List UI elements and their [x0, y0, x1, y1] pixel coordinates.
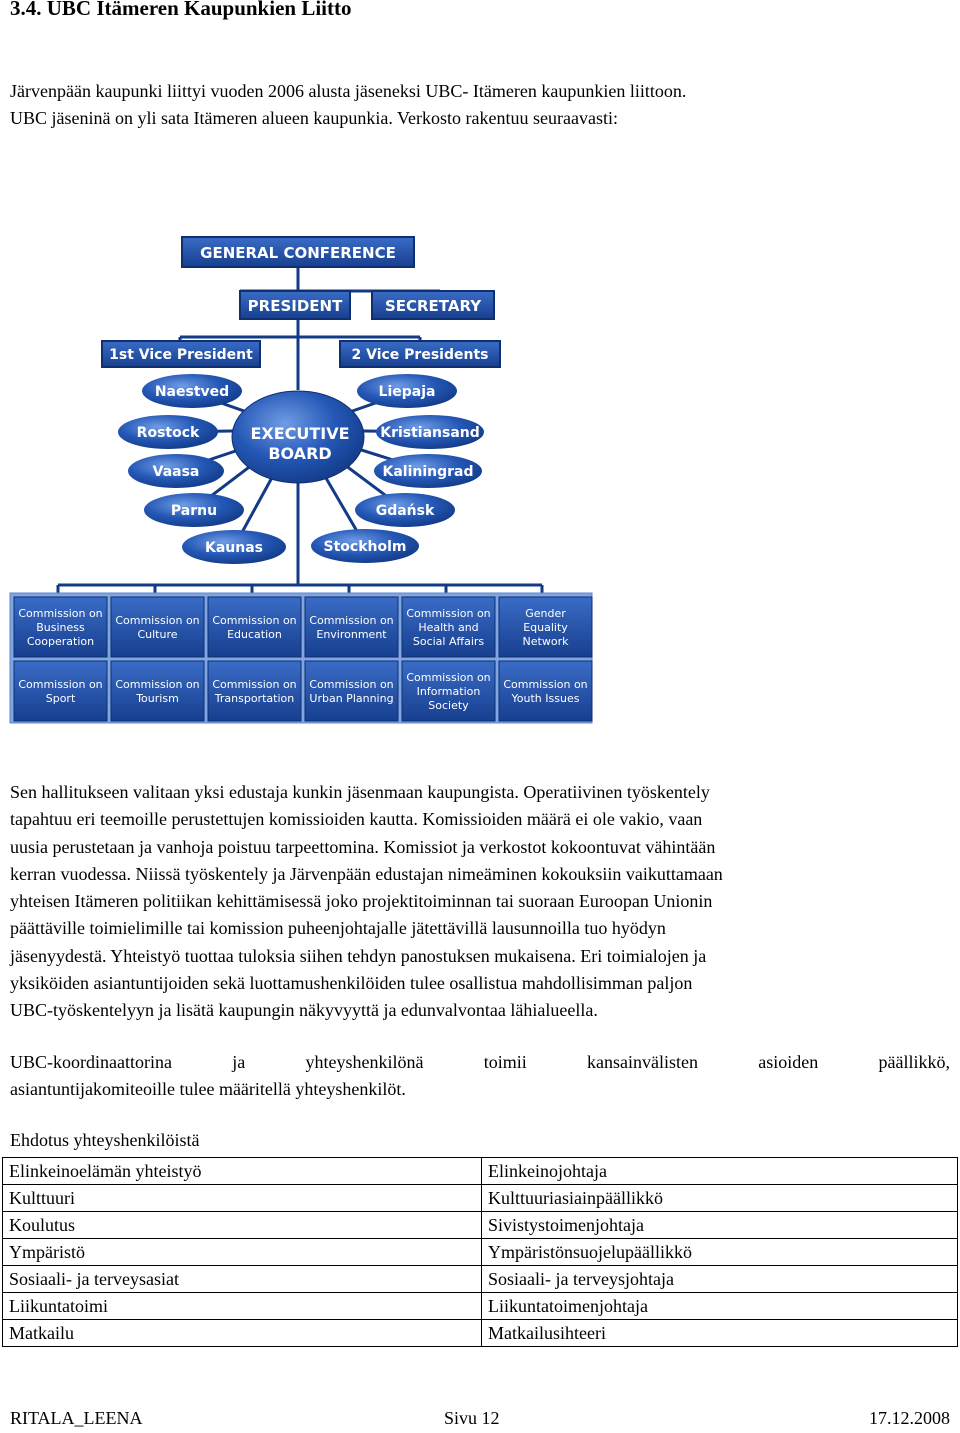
coordinator-paragraph — [10, 1049, 950, 1103]
contact-cell: Ympäristönsuojelupäällikkö — [482, 1239, 958, 1266]
city-node-vaasa — [128, 454, 224, 488]
city-label: Kaliningrad — [382, 464, 474, 480]
commission-label: Commission on — [309, 678, 394, 691]
intro-line: UBC jäseninä on yli sata Itämeren alueen kaupunkia. Verkosto rakentuu seuraavasti: — [10, 108, 618, 128]
commission-label: Commission on — [406, 671, 491, 684]
vice-president-1-box — [102, 341, 260, 367]
city-node-liepaja — [357, 374, 457, 408]
intro-line: Järvenpään kaupunki liittyi vuoden 2006 alusta jäseneksi UBC- Itämeren kaupunkien liittoon. — [10, 81, 687, 101]
city-node-kristiansand — [376, 415, 484, 449]
commission-label: Social Affairs — [412, 635, 485, 648]
contacts-table — [2, 1157, 958, 1347]
table-row — [3, 1212, 958, 1239]
commission-label: Cooperation — [26, 635, 95, 648]
table-row — [3, 1293, 958, 1320]
commission-label: Culture — [137, 628, 178, 641]
area-cell: Kulttuuri — [3, 1185, 482, 1212]
body-line: yhteisen Itämeren politiikan kehittämisessä joko projektitoiminnan tai suoraan Euroopan Unionin — [10, 891, 713, 912]
vice-presidents-2-label: 2 Vice Presidents — [351, 347, 489, 363]
commission-box — [111, 597, 204, 657]
section-heading: 3.4. UBC Itämeren Kaupunkien Liitto — [10, 0, 352, 20]
commission-label: Information — [416, 685, 481, 698]
commission-box — [111, 661, 204, 721]
commission-label: Commission on — [212, 678, 297, 691]
area-cell: Elinkeinoelämän yhteistyö — [3, 1158, 482, 1185]
commission-label: Youth Issues — [511, 692, 580, 705]
commission-box — [14, 597, 107, 657]
commission-label: Commission on — [503, 678, 588, 691]
commission-label: Transportation — [214, 692, 295, 705]
contact-cell: Elinkeinojohtaja — [482, 1158, 958, 1185]
body-line: tapahtuu eri teemoille perustettujen komissioiden kautta. Komissioiden määrä ei ole vakio, vaan — [10, 809, 703, 830]
body-line: jäsenyydestä. Yhteistyö tuottaa tuloksia siihen tehdyn panostuksen mukaisena. Eri toimialojen ja — [10, 945, 707, 966]
commission-box — [305, 661, 398, 721]
ubc-organisation-diagram — [0, 225, 600, 725]
city-node-rostock — [118, 415, 218, 449]
city-label: Stockholm — [323, 539, 407, 555]
footer-date: 17.12.2008 — [869, 1408, 950, 1428]
city-label: Liepaja — [378, 384, 436, 400]
commission-label: Business — [36, 621, 85, 634]
coordinator-line: UBC-koordinaattorina ja yhteyshenkilönä toimii kansainvälisten asioiden päällikkö, — [10, 1052, 950, 1072]
body-line: UBC-työskentelyyn ja lisätä kaupungin näkyvyyttä ja edunvalvontaa lähialueella. — [10, 1000, 598, 1021]
city-label: Vaasa — [152, 464, 200, 480]
executive-board-label-1: EXECUTIVE — [250, 424, 350, 443]
contact-cell: Sosiaali- ja terveysjohtaja — [482, 1266, 958, 1293]
table-row — [3, 1320, 958, 1347]
commission-label: Sport — [45, 692, 76, 705]
city-label: Naestved — [154, 384, 230, 400]
city-node-stockholm — [311, 529, 419, 563]
table-row — [3, 1158, 958, 1185]
body-line: uusia perustetaan ja vanhoja poistuu tarpeettomina. Komissiot ja verkostot kokoontuvat vähintään — [10, 836, 716, 857]
secretary-label: SECRETARY — [384, 297, 482, 315]
commission-label: Tourism — [136, 692, 179, 705]
commission-box — [499, 661, 592, 721]
commission-box — [499, 597, 592, 657]
commission-label: Gender — [525, 607, 566, 620]
vice-presidents-2-box — [340, 341, 500, 367]
area-cell: Sosiaali- ja terveysasiat — [3, 1266, 482, 1293]
commission-box — [305, 597, 398, 657]
commission-label: Commission on — [212, 614, 297, 627]
commission-box — [402, 597, 495, 657]
commission-label: Commission on — [309, 614, 394, 627]
city-label: Rostock — [136, 425, 200, 441]
footer-author: RITALA_LEENA — [10, 1408, 143, 1428]
contact-cell: Liikuntatoimenjohtaja — [482, 1293, 958, 1320]
commission-label: Network — [522, 635, 569, 648]
city-label: Kaunas — [204, 540, 264, 556]
general-conference-label: GENERAL CONFERENCE — [200, 244, 396, 262]
intro-paragraph — [10, 78, 950, 132]
area-cell: Koulutus — [3, 1212, 482, 1239]
commission-label: Commission on — [115, 678, 200, 691]
table-row — [3, 1239, 958, 1266]
page-footer — [10, 1408, 950, 1429]
vice-president-1-label: 1st Vice President — [109, 347, 253, 363]
commission-box — [14, 661, 107, 721]
area-cell: Liikuntatoimi — [3, 1293, 482, 1320]
general-conference-box — [182, 237, 414, 267]
area-cell: Ympäristö — [3, 1239, 482, 1266]
executive-board-label-2: BOARD — [268, 444, 332, 463]
coordinator-line: asiantuntijakomiteoille tulee määritellä yhteyshenkilöt. — [10, 1079, 406, 1099]
contact-cell: Sivistystoimenjohtaja — [482, 1212, 958, 1239]
commission-box — [208, 661, 301, 721]
contact-cell: Matkailusihteeri — [482, 1320, 958, 1347]
city-label: Gdańsk — [375, 503, 435, 519]
contact-cell: Kulttuuriasiainpäällikkö — [482, 1185, 958, 1212]
body-line: kerran vuodessa. Niissä työskentely ja Järvenpään edustajan nimeäminen kokouksiin vaikuttamaan — [10, 863, 723, 884]
city-node-gdansk — [355, 493, 455, 527]
body-paragraph — [10, 779, 950, 1025]
commission-label: Health and — [418, 621, 479, 634]
city-label: Kristiansand — [380, 425, 480, 441]
body-line: Sen hallitukseen valitaan yksi edustaja kunkin jäsenmaan kaupungista. Operatiivinen työskentely — [10, 782, 710, 802]
commission-label: Education — [227, 628, 282, 641]
commission-label: Commission on — [18, 678, 103, 691]
body-line: yksiköiden asiantuntijoiden sekä luottamushenkilöiden tulee osallistua mahdollisimman paljon — [10, 973, 693, 994]
commission-box — [402, 661, 495, 721]
commission-box — [208, 597, 301, 657]
table-row — [3, 1266, 958, 1293]
commission-label: Commission on — [115, 614, 200, 627]
city-node-kaunas — [182, 530, 286, 564]
commission-label: Commission on — [406, 607, 491, 620]
table-caption: Ehdotus yhteyshenkilöistä — [10, 1130, 200, 1150]
commission-label: Society — [428, 699, 469, 712]
area-cell: Matkailu — [3, 1320, 482, 1347]
executive-board-ellipse — [232, 391, 364, 483]
commission-label: Urban Planning — [309, 692, 394, 705]
footer-page-number: Sivu 12 — [444, 1408, 500, 1428]
secretary-box — [372, 291, 494, 319]
city-label: Parnu — [170, 503, 218, 519]
commission-label: Environment — [316, 628, 387, 641]
commission-label: Equality — [523, 621, 568, 634]
table-row — [3, 1185, 958, 1212]
city-node-kaliningrad — [374, 454, 482, 488]
body-line: päättäville toimielimille tai komission puheenjohtajalle jätettävillä lausunnoilla tuo hyödyn — [10, 918, 666, 939]
president-box — [240, 291, 350, 319]
city-node-parnu — [144, 493, 244, 527]
commission-label: Commission on — [18, 607, 103, 620]
city-node-naestved — [142, 374, 242, 408]
president-label: PRESIDENT — [247, 297, 343, 315]
